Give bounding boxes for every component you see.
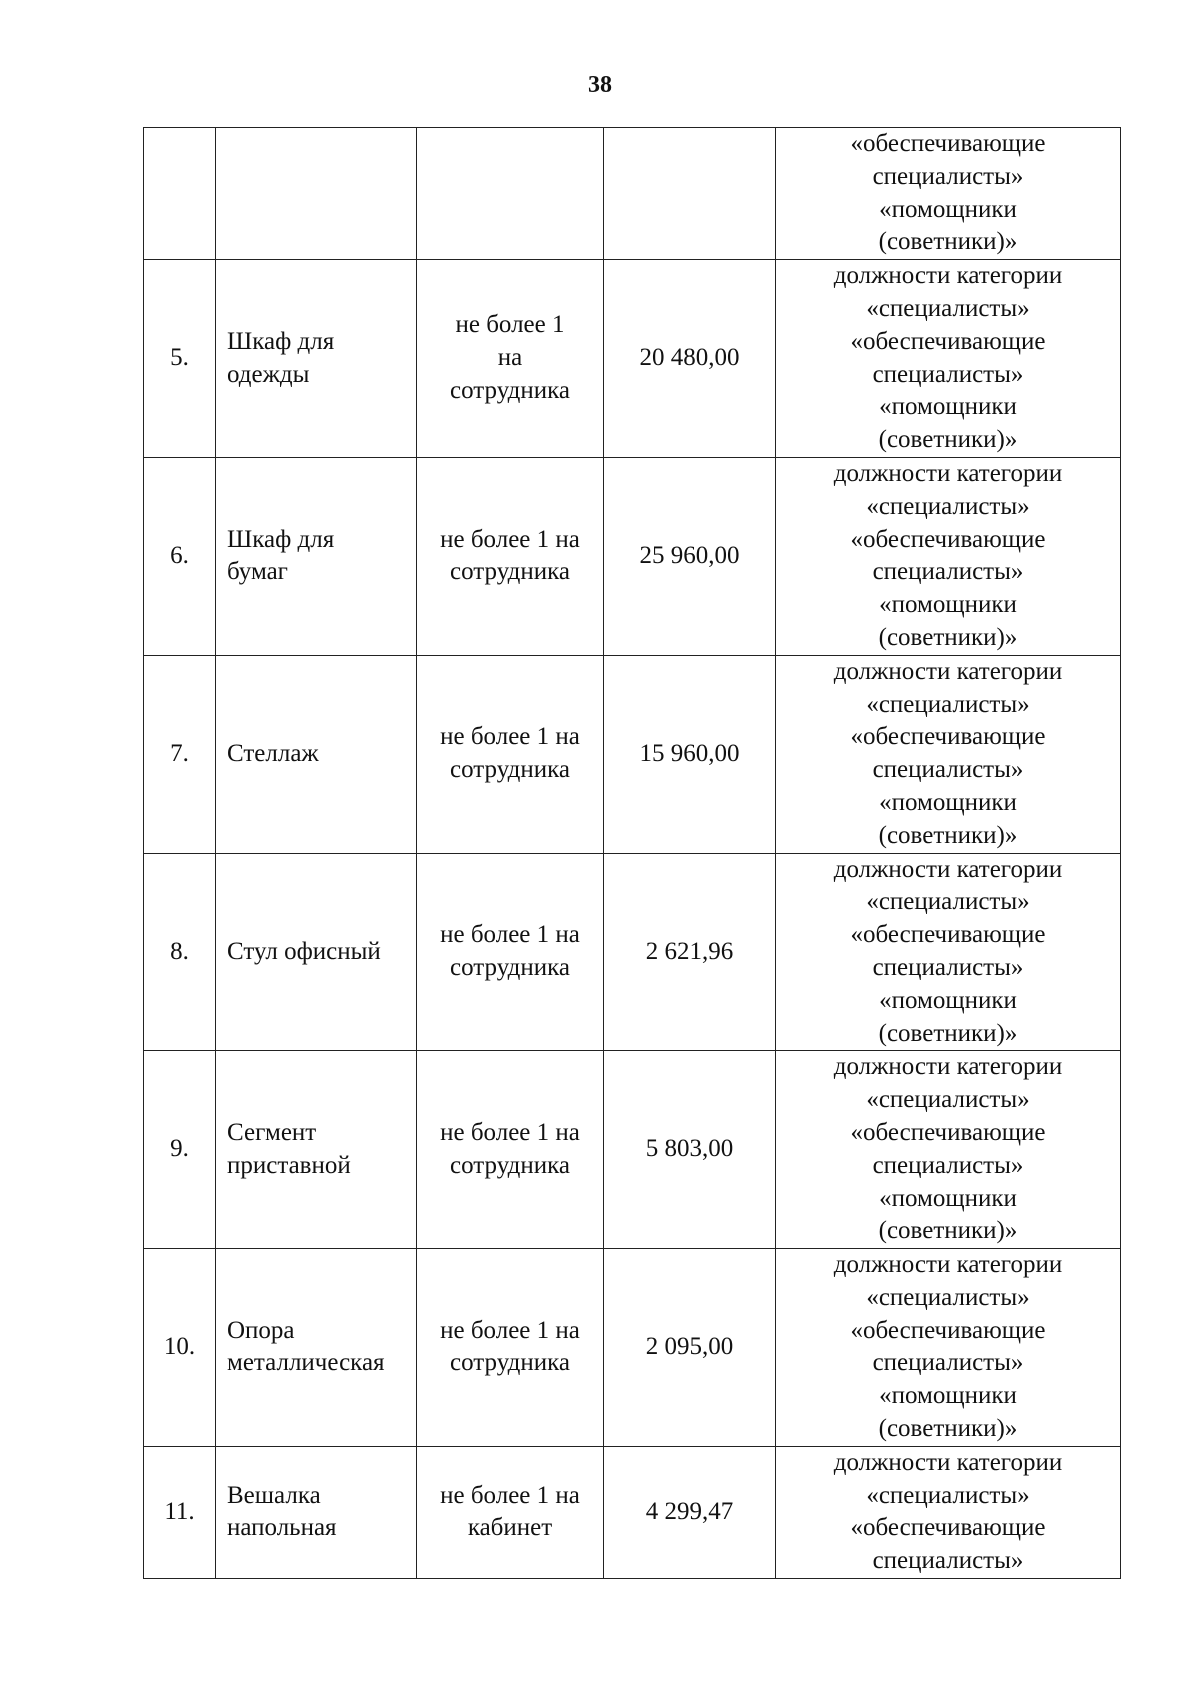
row-number-cell: 8.: [144, 853, 216, 1051]
item-name-line: Сегмент: [227, 1118, 317, 1146]
quantity-cell: [417, 1051, 604, 1249]
category-line: «помощники: [879, 1382, 1017, 1410]
page-number: 38: [588, 72, 612, 98]
row-number-cell: [144, 128, 216, 260]
item-name-line: Стул офисный: [227, 937, 381, 965]
category-line: (советники)»: [878, 623, 1018, 651]
item-name-line: Вешалка: [227, 1481, 321, 1509]
category-line: «обеспечивающие: [850, 1316, 1046, 1344]
category-line: должности категории: [833, 855, 1063, 883]
quantity-line: сотрудника: [450, 953, 570, 981]
price-cell: 5 803,00: [604, 1051, 776, 1249]
item-name-cell: [216, 853, 417, 1051]
price-cell: [604, 128, 776, 260]
item-name-line: бумаг: [227, 558, 288, 586]
price-cell: 4 299,47: [604, 1446, 776, 1578]
item-name-line: напольная: [227, 1514, 337, 1542]
quantity-cell: [417, 128, 604, 260]
quantity-cell: [417, 655, 604, 853]
quantity-line: на: [497, 344, 523, 372]
table-row: [144, 1051, 1121, 1249]
furniture-norms-table: [143, 127, 1121, 1579]
category-line: «обеспечивающие: [850, 525, 1046, 553]
category-line: специалисты»: [872, 756, 1024, 784]
quantity-cell: [417, 1446, 604, 1578]
table-row: [144, 1249, 1121, 1447]
price-cell: 15 960,00: [604, 655, 776, 853]
category-line: (советники)»: [878, 426, 1018, 454]
category-cell: [776, 128, 1121, 260]
category-line: «обеспечивающие: [850, 723, 1046, 751]
quantity-cell: [417, 457, 604, 655]
item-name-cell: [216, 655, 417, 853]
item-name-cell: [216, 128, 417, 260]
table-row: [144, 1446, 1121, 1578]
price-cell: 25 960,00: [604, 457, 776, 655]
category-line: должности категории: [833, 1448, 1063, 1476]
category-line: (советники)»: [878, 1217, 1018, 1245]
quantity-line: не более 1 на: [440, 723, 580, 751]
item-name-cell: [216, 260, 417, 458]
quantity-line: не более 1 на: [440, 1118, 580, 1146]
category-line: «специалисты»: [866, 690, 1030, 718]
category-line: «помощники: [879, 1184, 1017, 1212]
quantity-line: не более 1 на: [440, 1316, 580, 1344]
quantity-line: не более 1 на: [440, 525, 580, 553]
price-cell: 20 480,00: [604, 260, 776, 458]
quantity-line: не более 1: [455, 311, 565, 339]
quantity-line: сотрудника: [450, 376, 570, 404]
category-cell: [776, 853, 1121, 1051]
price-cell: 2 621,96: [604, 853, 776, 1051]
quantity-line: сотрудника: [450, 1349, 570, 1377]
category-line: «специалисты»: [866, 1283, 1030, 1311]
category-line: (советники)»: [878, 821, 1018, 849]
table-row: [144, 655, 1121, 853]
item-name-cell: [216, 1249, 417, 1447]
item-name-line: Опора: [227, 1316, 295, 1344]
category-cell: [776, 260, 1121, 458]
item-name-line: Шкаф для: [227, 327, 335, 355]
category-cell: [776, 457, 1121, 655]
category-line: (советники)»: [878, 1415, 1018, 1443]
row-number-cell: 10.: [144, 1249, 216, 1447]
category-line: должности категории: [833, 459, 1063, 487]
row-number-cell: 9.: [144, 1051, 216, 1249]
row-number-cell: 6.: [144, 457, 216, 655]
category-line: «обеспечивающие: [850, 1118, 1046, 1146]
category-cell: [776, 655, 1121, 853]
category-line: «помощники: [879, 195, 1017, 223]
item-name-line: Шкаф для: [227, 525, 335, 553]
category-line: «обеспечивающие: [850, 130, 1046, 157]
category-line: специалисты»: [872, 953, 1024, 981]
category-line: должности категории: [833, 657, 1063, 685]
table-row: [144, 457, 1121, 655]
category-line: специалисты»: [872, 360, 1024, 388]
price-cell: 2 095,00: [604, 1249, 776, 1447]
table-row: [144, 128, 1121, 260]
category-cell: [776, 1249, 1121, 1447]
category-cell: [776, 1446, 1121, 1578]
category-line: должности категории: [833, 1053, 1063, 1081]
category-line: (советники)»: [878, 1019, 1018, 1047]
category-line: «помощники: [879, 788, 1017, 816]
item-name-line: металлическая: [227, 1349, 385, 1377]
category-line: «обеспечивающие: [850, 327, 1046, 355]
item-name-cell: [216, 457, 417, 655]
table-row: [144, 853, 1121, 1051]
item-name-line: одежды: [227, 360, 310, 388]
row-number-cell: 5.: [144, 260, 216, 458]
category-line: специалисты»: [872, 558, 1024, 586]
quantity-line: сотрудника: [450, 1151, 570, 1179]
category-line: «специалисты»: [866, 1481, 1030, 1509]
category-line: должности категории: [833, 262, 1063, 290]
table-row: [144, 260, 1121, 458]
category-line: должности категории: [833, 1251, 1063, 1279]
row-number-cell: 7.: [144, 655, 216, 853]
item-name-cell: [216, 1051, 417, 1249]
item-name-line: Стеллаж: [227, 739, 319, 767]
category-line: «помощники: [879, 591, 1017, 619]
category-line: «обеспечивающие: [850, 921, 1046, 949]
category-line: «помощники: [879, 393, 1017, 421]
quantity-line: сотрудника: [450, 756, 570, 784]
row-number-cell: 11.: [144, 1446, 216, 1578]
category-line: «специалисты»: [866, 888, 1030, 916]
quantity-line: не более 1 на: [440, 921, 580, 949]
category-line: специалисты»: [872, 162, 1024, 190]
category-line: специалисты»: [872, 1349, 1024, 1377]
item-name-cell: [216, 1446, 417, 1578]
category-line: «специалисты»: [866, 492, 1030, 520]
quantity-cell: [417, 1249, 604, 1447]
quantity-cell: [417, 853, 604, 1051]
quantity-line: не более 1 на: [440, 1481, 580, 1509]
quantity-line: кабинет: [467, 1514, 553, 1542]
category-line: «специалисты»: [866, 1086, 1030, 1114]
quantity-cell: [417, 260, 604, 458]
item-name-line: приставной: [227, 1151, 351, 1179]
category-line: «обеспечивающие: [850, 1514, 1046, 1542]
category-line: специалисты»: [872, 1547, 1024, 1575]
category-line: специалисты»: [872, 1151, 1024, 1179]
category-line: «специалисты»: [866, 294, 1030, 322]
category-line: (советники)»: [878, 228, 1018, 256]
quantity-line: сотрудника: [450, 558, 570, 586]
category-cell: [776, 1051, 1121, 1249]
category-line: «помощники: [879, 986, 1017, 1014]
